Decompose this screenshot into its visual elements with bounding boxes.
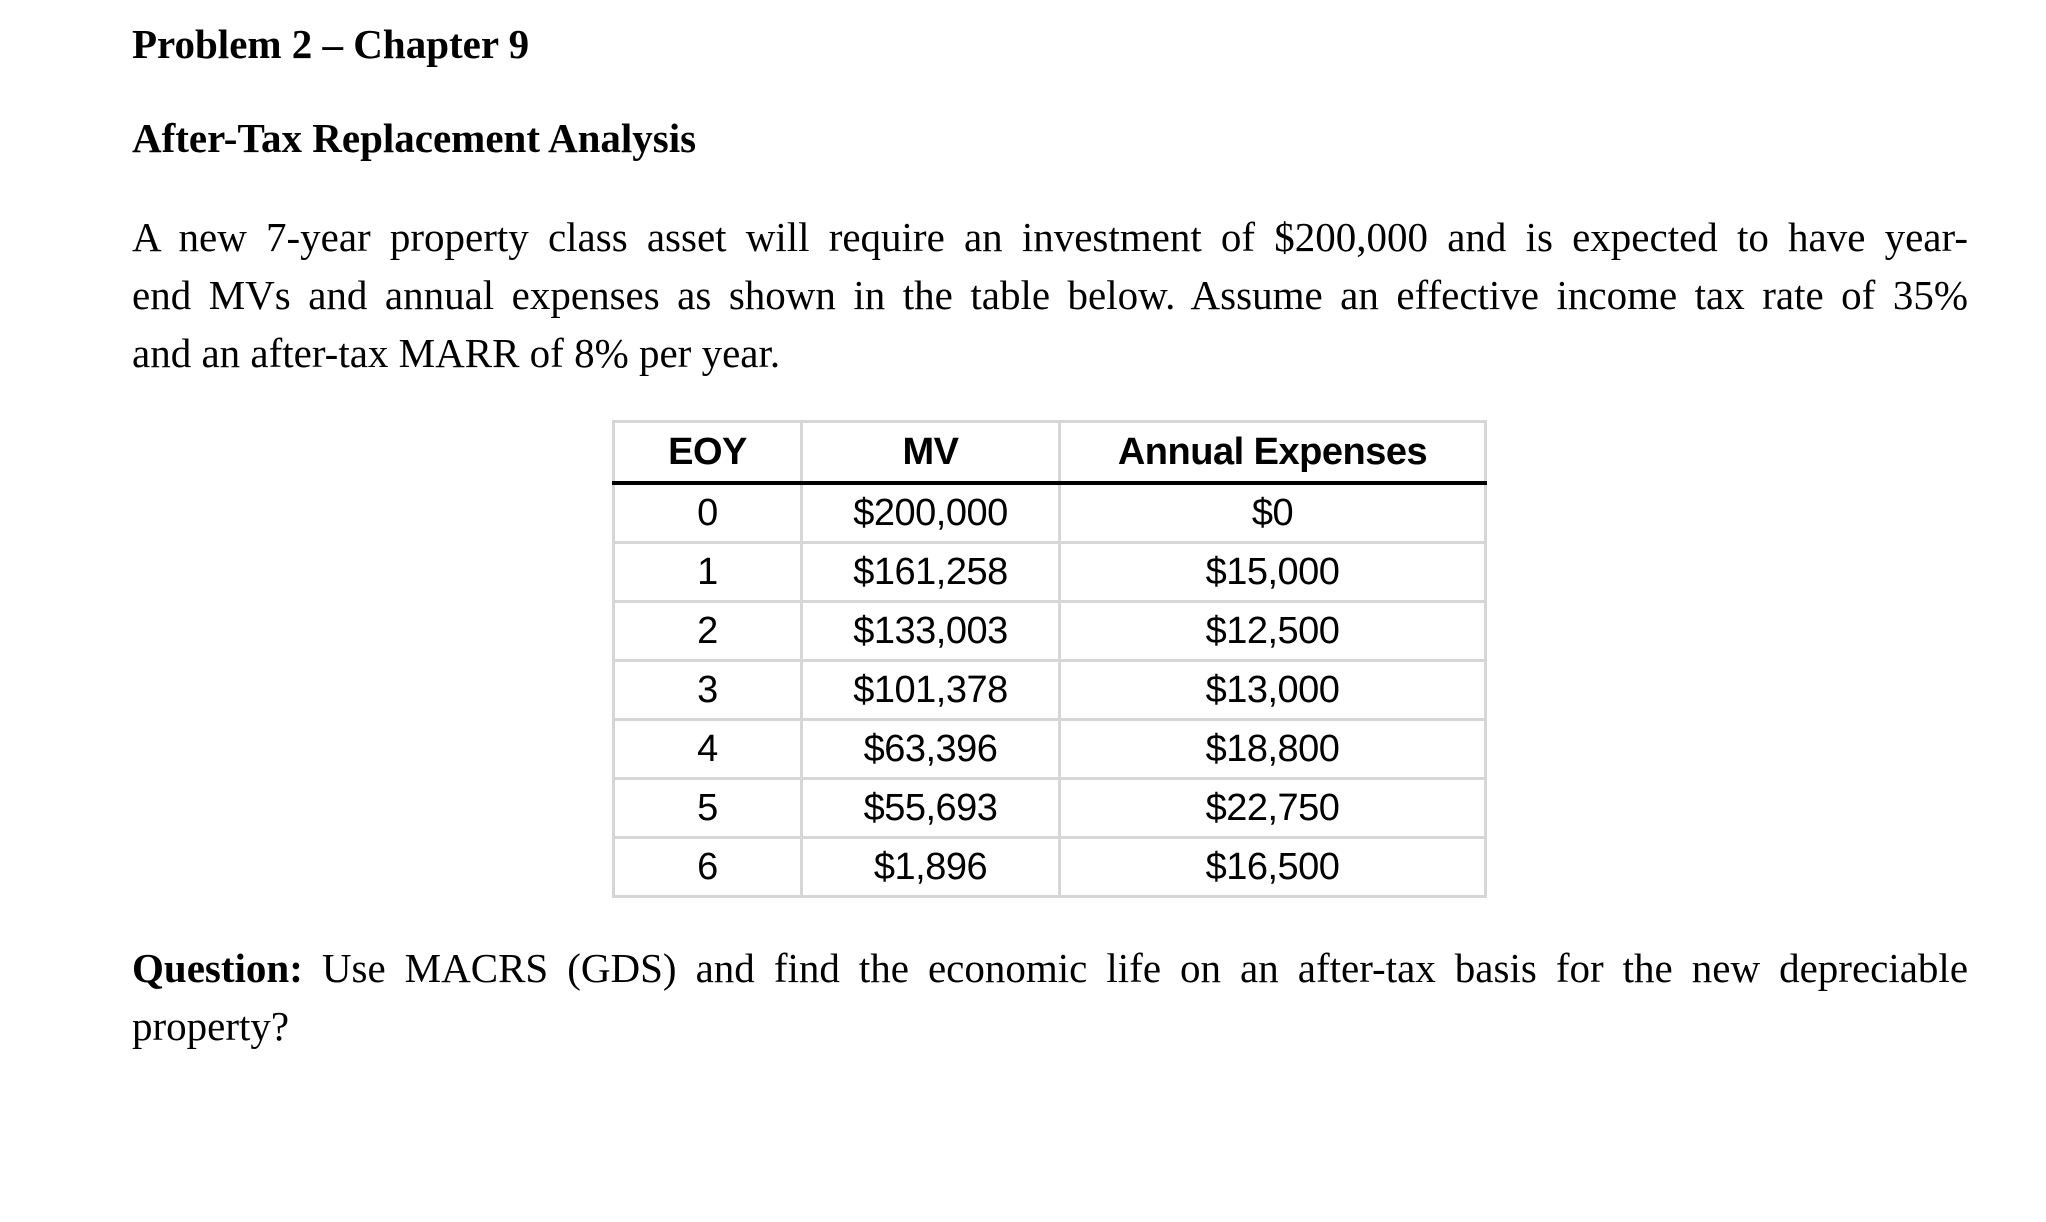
cell-eoy: 1	[614, 543, 802, 602]
cell-mv: $101,378	[802, 661, 1060, 720]
cell-eoy: 6	[614, 838, 802, 897]
header-annual-expenses: Annual Expenses	[1060, 422, 1486, 484]
table-row	[614, 720, 1486, 779]
cell-expenses: $0	[1060, 483, 1486, 543]
question-paragraph	[132, 939, 1968, 1055]
cell-eoy: 5	[614, 779, 802, 838]
header-mv: MV	[802, 422, 1060, 484]
cell-mv: $161,258	[802, 543, 1060, 602]
cell-mv: $55,693	[802, 779, 1060, 838]
table-row	[614, 661, 1486, 720]
question-line-2: property?	[132, 1003, 290, 1049]
table-row	[614, 602, 1486, 661]
cell-mv: $63,396	[802, 720, 1060, 779]
section-title: After-Tax Replacement Analysis	[132, 115, 697, 161]
cell-eoy: 0	[614, 483, 802, 543]
cell-expenses: $18,800	[1060, 720, 1486, 779]
cell-expenses: $13,000	[1060, 661, 1486, 720]
problem-title: Problem 2 – Chapter 9	[132, 21, 530, 67]
cell-eoy: 4	[614, 720, 802, 779]
cell-mv: $1,896	[802, 838, 1060, 897]
cell-expenses: $12,500	[1060, 602, 1486, 661]
mv-expenses-table	[612, 420, 1487, 898]
table-row	[614, 483, 1486, 543]
cell-mv: $200,000	[802, 483, 1060, 543]
cell-expenses: $16,500	[1060, 838, 1486, 897]
cell-expenses: $22,750	[1060, 779, 1486, 838]
intro-paragraph	[132, 208, 1968, 382]
cell-expenses: $15,000	[1060, 543, 1486, 602]
table-row	[614, 543, 1486, 602]
intro-line: end MVs and annual expenses as shown in the table below. Assume an effective income tax rate of 35%	[132, 272, 1968, 318]
intro-line: and an after-tax MARR of 8% per year.	[132, 330, 781, 376]
question-label: Question:	[132, 945, 303, 991]
cell-eoy: 2	[614, 602, 802, 661]
table-row	[614, 779, 1486, 838]
cell-mv: $133,003	[802, 602, 1060, 661]
question-text: Use MACRS (GDS) and find the economic life on an after-tax basis for the new depreciable	[321, 945, 1969, 991]
intro-line: A new 7-year property class asset will require an investment of $200,000 and is expected to have year-	[132, 214, 1968, 260]
header-eoy: EOY	[614, 422, 802, 484]
table-row	[614, 838, 1486, 897]
question-line	[132, 939, 1968, 997]
cell-eoy: 3	[614, 661, 802, 720]
table-header-row	[614, 422, 1486, 484]
